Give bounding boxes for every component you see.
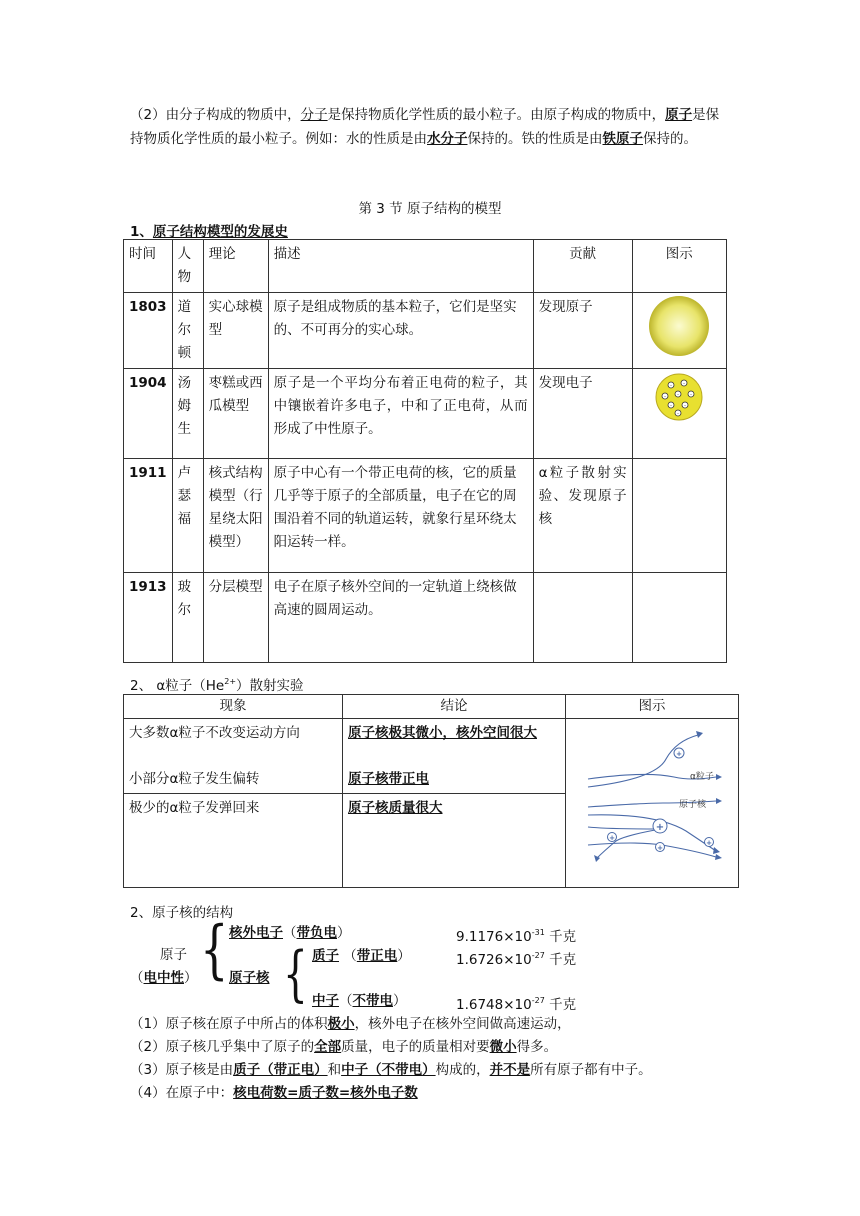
text: 得多。 — [516, 1039, 558, 1055]
underlined-term: 原子 — [665, 107, 693, 123]
text: （2）原子核几乎集中了原子的 — [130, 1039, 315, 1055]
conclusion-cell: 原子核极其微小，核外空间很大 — [343, 719, 566, 768]
header-illustration: 图示 — [566, 695, 739, 719]
mass-exponent: -31 — [531, 928, 545, 937]
paren: ） — [184, 970, 198, 986]
heading-text: 原子结构模型的发展史 — [152, 224, 288, 240]
heading-text: 2、 α粒子（He — [130, 678, 225, 694]
underlined-term: 水分子 — [427, 131, 468, 147]
svg-text:-: - — [677, 392, 680, 398]
neutral-term: 电中性 — [143, 970, 184, 986]
note-1 — [130, 1013, 571, 1035]
alpha-scattering-table — [123, 694, 739, 888]
electron-term: 核外电子 — [229, 925, 283, 941]
underlined-term: 质子（带正电） — [233, 1062, 328, 1078]
svg-text:+: + — [676, 750, 682, 758]
header-person: 人物 — [172, 240, 203, 293]
underlined-term: 核电荷数=质子数=核外电子数 — [233, 1085, 418, 1101]
header-time: 时间 — [124, 240, 173, 293]
s1-heading — [130, 220, 288, 240]
svg-text:+: + — [655, 822, 665, 833]
svg-text:-: - — [670, 383, 673, 389]
description-cell: 原子是一个平均分布着正电荷的粒子，其中镶嵌着许多电子，中和了正电荷，从而形成了中性原子。 — [268, 369, 533, 459]
conclusion-cell: 原子核带正电 — [343, 768, 566, 793]
text: （2）由分子构成的物质中， — [130, 107, 301, 123]
mass-value: 1.6748×10 — [456, 997, 532, 1013]
year-cell: 1911 — [124, 459, 173, 573]
text: 所有原子都有中子。 — [530, 1062, 652, 1078]
atom-label: 原子 — [160, 947, 187, 963]
electron-line: 核外电子（带负电） — [229, 925, 351, 941]
header-conclusion: 结论 — [343, 695, 566, 719]
table-row — [124, 719, 739, 768]
mass-unit: 千克 — [544, 929, 577, 945]
heading-superscript: 2+ — [224, 677, 237, 686]
theory-cell: 核式结构模型（行星绕太阳模型） — [203, 459, 268, 573]
text: 构成的， — [435, 1062, 490, 1078]
text: （3）原子核是由 — [130, 1062, 234, 1078]
neutron-line: 中子（不带电） — [312, 993, 407, 1009]
theory-cell: 枣糕或西瓜模型 — [203, 369, 268, 459]
intro-paragraph — [130, 103, 730, 151]
svg-text:+: + — [657, 844, 663, 852]
nucleus-label: 原子核 — [679, 800, 707, 810]
mass-value: 9.1176×10 — [456, 929, 532, 945]
phenomenon-cell: 极少的α粒子发弹回来 — [124, 793, 343, 887]
year-cell: 1803 — [124, 293, 173, 369]
table-row — [124, 369, 727, 459]
underlined-term: 中子（不带电） — [341, 1062, 436, 1078]
mass-unit: 千克 — [544, 997, 577, 1013]
person-cell: 汤姆生 — [172, 369, 203, 459]
text: ，核外电子在核外空间做高速运动， — [354, 1016, 571, 1032]
text: 保持的。 — [643, 131, 697, 147]
illustration-cell — [632, 369, 726, 459]
header-phenomenon: 现象 — [124, 695, 343, 719]
text: 是保持物质化学性质的最小粒子。例如：水的性质是由 — [130, 107, 720, 147]
underlined-term: 铁原子 — [602, 131, 643, 147]
electron-charge: 带负电 — [296, 925, 337, 941]
contribution-cell — [533, 573, 632, 663]
header-contribution: 贡献 — [533, 240, 632, 293]
phenomenon-cell: 小部分α粒子发生偏转 — [124, 768, 343, 793]
underlined-term: 微小 — [489, 1039, 517, 1055]
person-cell: 道尔顿 — [172, 293, 203, 369]
illustration-cell — [566, 719, 739, 888]
person-cell: 卢瑟福 — [172, 459, 203, 573]
svg-text:-: - — [690, 392, 693, 398]
nucleus-label — [229, 967, 270, 989]
text: （1）原子核在原子中所占的体积 — [130, 1016, 328, 1032]
mass-exponent: -27 — [531, 996, 545, 1005]
nucleus-term: 原子核 — [229, 970, 270, 986]
note-3 — [130, 1059, 652, 1081]
mass-exponent: -27 — [531, 951, 545, 960]
year-cell: 1913 — [124, 573, 173, 663]
mass-unit: 千克 — [544, 952, 577, 968]
s2-heading — [130, 674, 304, 694]
neutron-term: 中子 — [312, 993, 339, 1009]
atom-neutral-note — [130, 967, 198, 989]
contribution-cell: 发现电子 — [533, 369, 632, 459]
illustration-cell — [632, 573, 726, 663]
atomic-model-history-table — [123, 239, 727, 663]
contribution-cell: 发现原子 — [533, 293, 632, 369]
heading-number: 1、 — [130, 224, 153, 240]
svg-text:+: + — [609, 834, 615, 842]
table-row — [124, 573, 727, 663]
proton-charge: 带正电 — [356, 948, 398, 964]
proton-line: 质子 （带正电） — [312, 948, 411, 964]
text: 和 — [327, 1062, 342, 1078]
text: 保持的。铁的性质是由 — [467, 131, 603, 147]
svg-text:-: - — [683, 381, 686, 387]
svg-text:-: - — [684, 403, 687, 409]
text: 质量，电子的质量相对要 — [341, 1039, 490, 1055]
svg-text:-: - — [677, 411, 680, 417]
conclusion-cell: 原子核质量很大 — [343, 793, 566, 887]
plum-pudding-model-icon — [654, 372, 704, 422]
text: 是保持物质化学性质的最小粒子。由原子构成的物质中， — [327, 107, 666, 123]
year-cell: 1904 — [124, 369, 173, 459]
svg-text:-: - — [664, 394, 667, 400]
underlined-term: 分子 — [300, 107, 328, 123]
theory-cell: 实心球模型 — [203, 293, 268, 369]
neutron-charge: 不带电 — [352, 993, 393, 1009]
underlined-term: 极小 — [327, 1016, 355, 1032]
header-theory: 理论 — [203, 240, 268, 293]
underlined-term: 全部 — [314, 1039, 342, 1055]
header-illustration: 图示 — [632, 240, 726, 293]
svg-text:+: + — [706, 839, 712, 847]
header-description: 描述 — [268, 240, 533, 293]
illustration-cell — [632, 293, 726, 369]
atom-brace: { — [200, 913, 229, 987]
underlined-term: 并不是 — [489, 1062, 531, 1078]
alpha-label: α粒子 — [690, 772, 714, 782]
proton-term: 质子 — [312, 948, 339, 964]
paren: （ — [130, 970, 144, 986]
alpha-scattering-diagram — [566, 719, 738, 879]
solid-sphere-model-icon — [646, 296, 712, 356]
note-2 — [130, 1036, 557, 1058]
person-cell: 玻尔 — [172, 573, 203, 663]
description-cell: 电子在原子核外空间的一定轨道上绕核做高速的圆周运动。 — [268, 573, 533, 663]
description-cell: 原子是组成物质的基本粒子，它们是坚实的、不可再分的实心球。 — [268, 293, 533, 369]
contribution-cell: α粒子散射实验、发现原子核 — [533, 459, 632, 573]
table-row — [124, 293, 727, 369]
note-4 — [130, 1082, 418, 1104]
phenomenon-cell: 大多数α粒子不改变运动方向 — [124, 719, 343, 768]
nucleus-brace: { — [283, 939, 308, 1009]
proton-mass — [456, 945, 576, 971]
text: （4）在原子中： — [130, 1085, 234, 1101]
s3-heading: 2、原子核的结构 — [130, 905, 234, 921]
mass-value: 1.6726×10 — [456, 952, 532, 968]
illustration-cell — [632, 459, 726, 573]
description-cell: 原子中心有一个带正电荷的核，它的质量几乎等于原子的全部质量，电子在它的周围沿着不同的轨道运转，就象行星环绕太阳运转一样。 — [268, 459, 533, 573]
heading-text-end: ）散射实验 — [236, 678, 304, 694]
svg-text:-: - — [670, 403, 673, 409]
theory-cell: 分层模型 — [203, 573, 268, 663]
table-row — [124, 459, 727, 573]
section-title: 第 3 节 原子结构的模型 — [358, 201, 502, 217]
